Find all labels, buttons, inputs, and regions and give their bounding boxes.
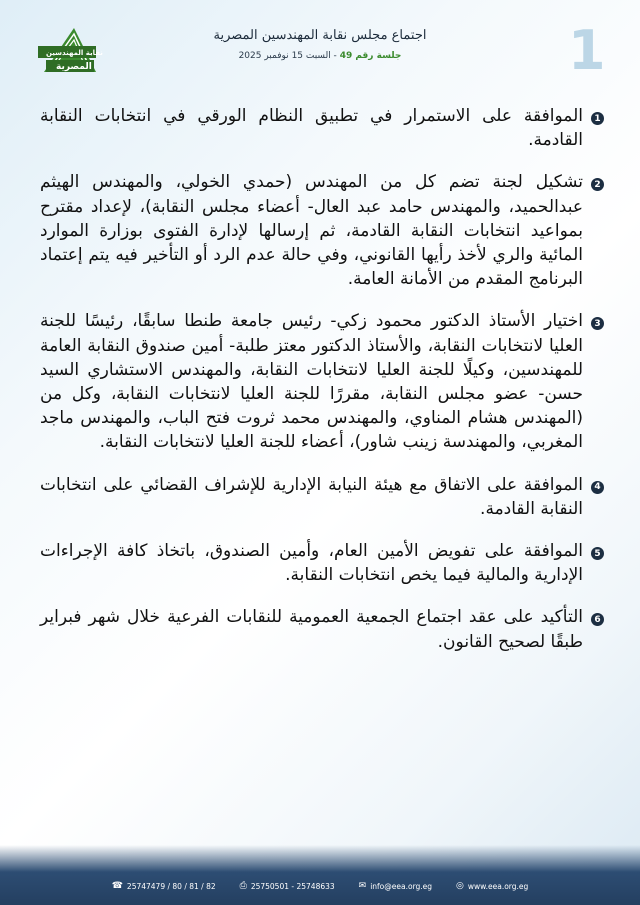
item-text: التأكيد على عقد اجتماع الجمعية العمومية للنقابات الفرعية خلال شهر فبراير طبقًا لصحيح القانون. (40, 607, 583, 652)
item-text: تشكيل لجنة تضم كل من المهندس (حمدي الخولي، والمهندس الهيثم عبدالحميد، والمهندس حامد عبد العال- أعضاء مجلس النقابة)، لإعداد مقترح بمواعيد انتخابات النقابة القادمة، ثم إرسالها لإدارة الفتوى بوزارة الموارد المائية والري لأخذ رأيها القانوني، وفي حالة عدم الرد أو التأخير فيه يتم إعتماد البرنامج المقدم من الأمانة العامة. (40, 172, 583, 290)
email-icon: ✉ (358, 880, 367, 891)
session-date: - السبت 15 نوفمبر 2025 (238, 51, 337, 61)
item-number-badge: 6 (591, 613, 604, 626)
footer-fax (240, 882, 335, 891)
item-text: اختيار الأستاذ الدكتور محمود زكي- رئيس جامعة طنطا سابقًا، رئيسًا للجنة العليا لانتخابات النقابة، والأستاذ الدكتور معتز طلبة- أمين صندوق النقابة العامة للمهندسين، وكيلًا للجنة العليا لانتخابات النقابة، والمهندس الاستشاري السيد حسن- عضو مجلس النقابة، مقررًا للجنة العليا لانتخابات النقابة، وكل من (المهندس هشام المناوي، والمهندس محمد ثروت فتح الباب، والمهندس ماجد المغربي، والمهندسة زينب شاور)، أعضاء للجنة العليا لانتخابات النقابة. (40, 311, 583, 453)
phone-icon: ☎ (111, 880, 123, 891)
email-address[interactable]: info@eea.org.eg (370, 881, 433, 891)
decision-item (40, 473, 604, 521)
footer-phone (112, 882, 216, 891)
footer-email[interactable] (359, 882, 432, 891)
decision-item (40, 605, 604, 653)
header-subtitle (239, 51, 402, 61)
globe-icon: ◎ (456, 880, 464, 891)
item-number-badge: 4 (591, 481, 604, 494)
item-text: الموافقة على تفويض الأمين العام، وأمين الصندوق، باتخاذ كافة الإجراءات الإدارية والمالية فيما يخص انتخابات النقابة. (40, 541, 583, 586)
decision-item (40, 170, 604, 291)
item-number-badge: 1 (591, 112, 604, 125)
footer-website[interactable] (456, 882, 528, 891)
item-number-badge: 2 (591, 178, 604, 191)
item-number-badge: 3 (591, 317, 604, 330)
footer (0, 845, 640, 905)
session-number: جلسة رقم 49 (339, 51, 402, 61)
item-text: الموافقة على الاستمرار في تطبيق النظام الورقي في انتخابات النقابة القادمة. (40, 106, 583, 151)
website-url[interactable]: www.eea.org.eg (467, 881, 529, 891)
fax-numbers: 25750501 - 25748633 (250, 881, 335, 891)
decision-item (40, 309, 604, 454)
decision-item (40, 104, 604, 152)
fax-icon: ⎙ (239, 880, 247, 891)
logo-line2: المصرية (56, 62, 92, 72)
header-title: اجتماع مجلس نقابة المهندسين المصرية (213, 28, 427, 43)
decision-item (40, 539, 604, 587)
header (212, 28, 428, 62)
page-number: 1 (568, 19, 606, 82)
phone-numbers: 25747479 / 80 / 81 / 82 (126, 881, 216, 891)
decisions-list (40, 104, 604, 672)
footer-contacts (0, 875, 640, 897)
item-text: الموافقة على الاتفاق مع هيئة النيابة الإدارية للإشراف القضائي على انتخابات النقابة القادمة. (40, 474, 583, 519)
logo-line1: نقابة المهندسين (46, 49, 103, 57)
item-number-badge: 5 (591, 547, 604, 560)
syndicate-logo (36, 24, 103, 78)
